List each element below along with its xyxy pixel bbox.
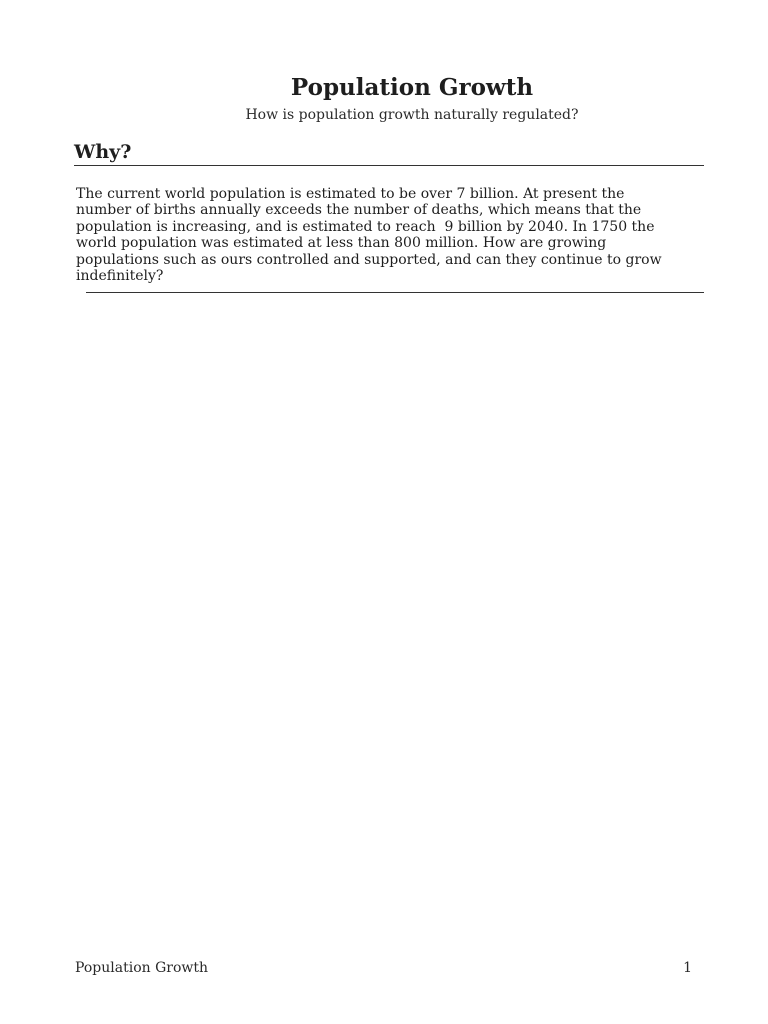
body-line: population is increasing, and is estimated to reach 9 billion by 2040. In 1750 the: [76, 218, 655, 235]
page-subtitle: How is population growth naturally regulated?: [245, 107, 579, 123]
body-line: indefinitely?: [76, 268, 164, 285]
section-divider: [86, 292, 704, 293]
body-line: populations such as ours controlled and supported, and can they continue to grow: [76, 251, 662, 268]
body-line: The current world population is estimated to be over 7 billion. At present the: [76, 186, 625, 202]
page-number: 1: [683, 960, 692, 976]
body-line: world population was estimated at less than 800 million. How are growing: [76, 235, 607, 252]
heading-divider: [74, 165, 704, 166]
page-title: Population Growth: [290, 74, 534, 101]
section-heading-why: Why?: [74, 141, 132, 163]
body-line: number of births annually exceeds the number of deaths, which means that the: [76, 202, 642, 219]
footer-title: Population Growth: [75, 960, 209, 976]
section-body-why: [76, 186, 708, 284]
